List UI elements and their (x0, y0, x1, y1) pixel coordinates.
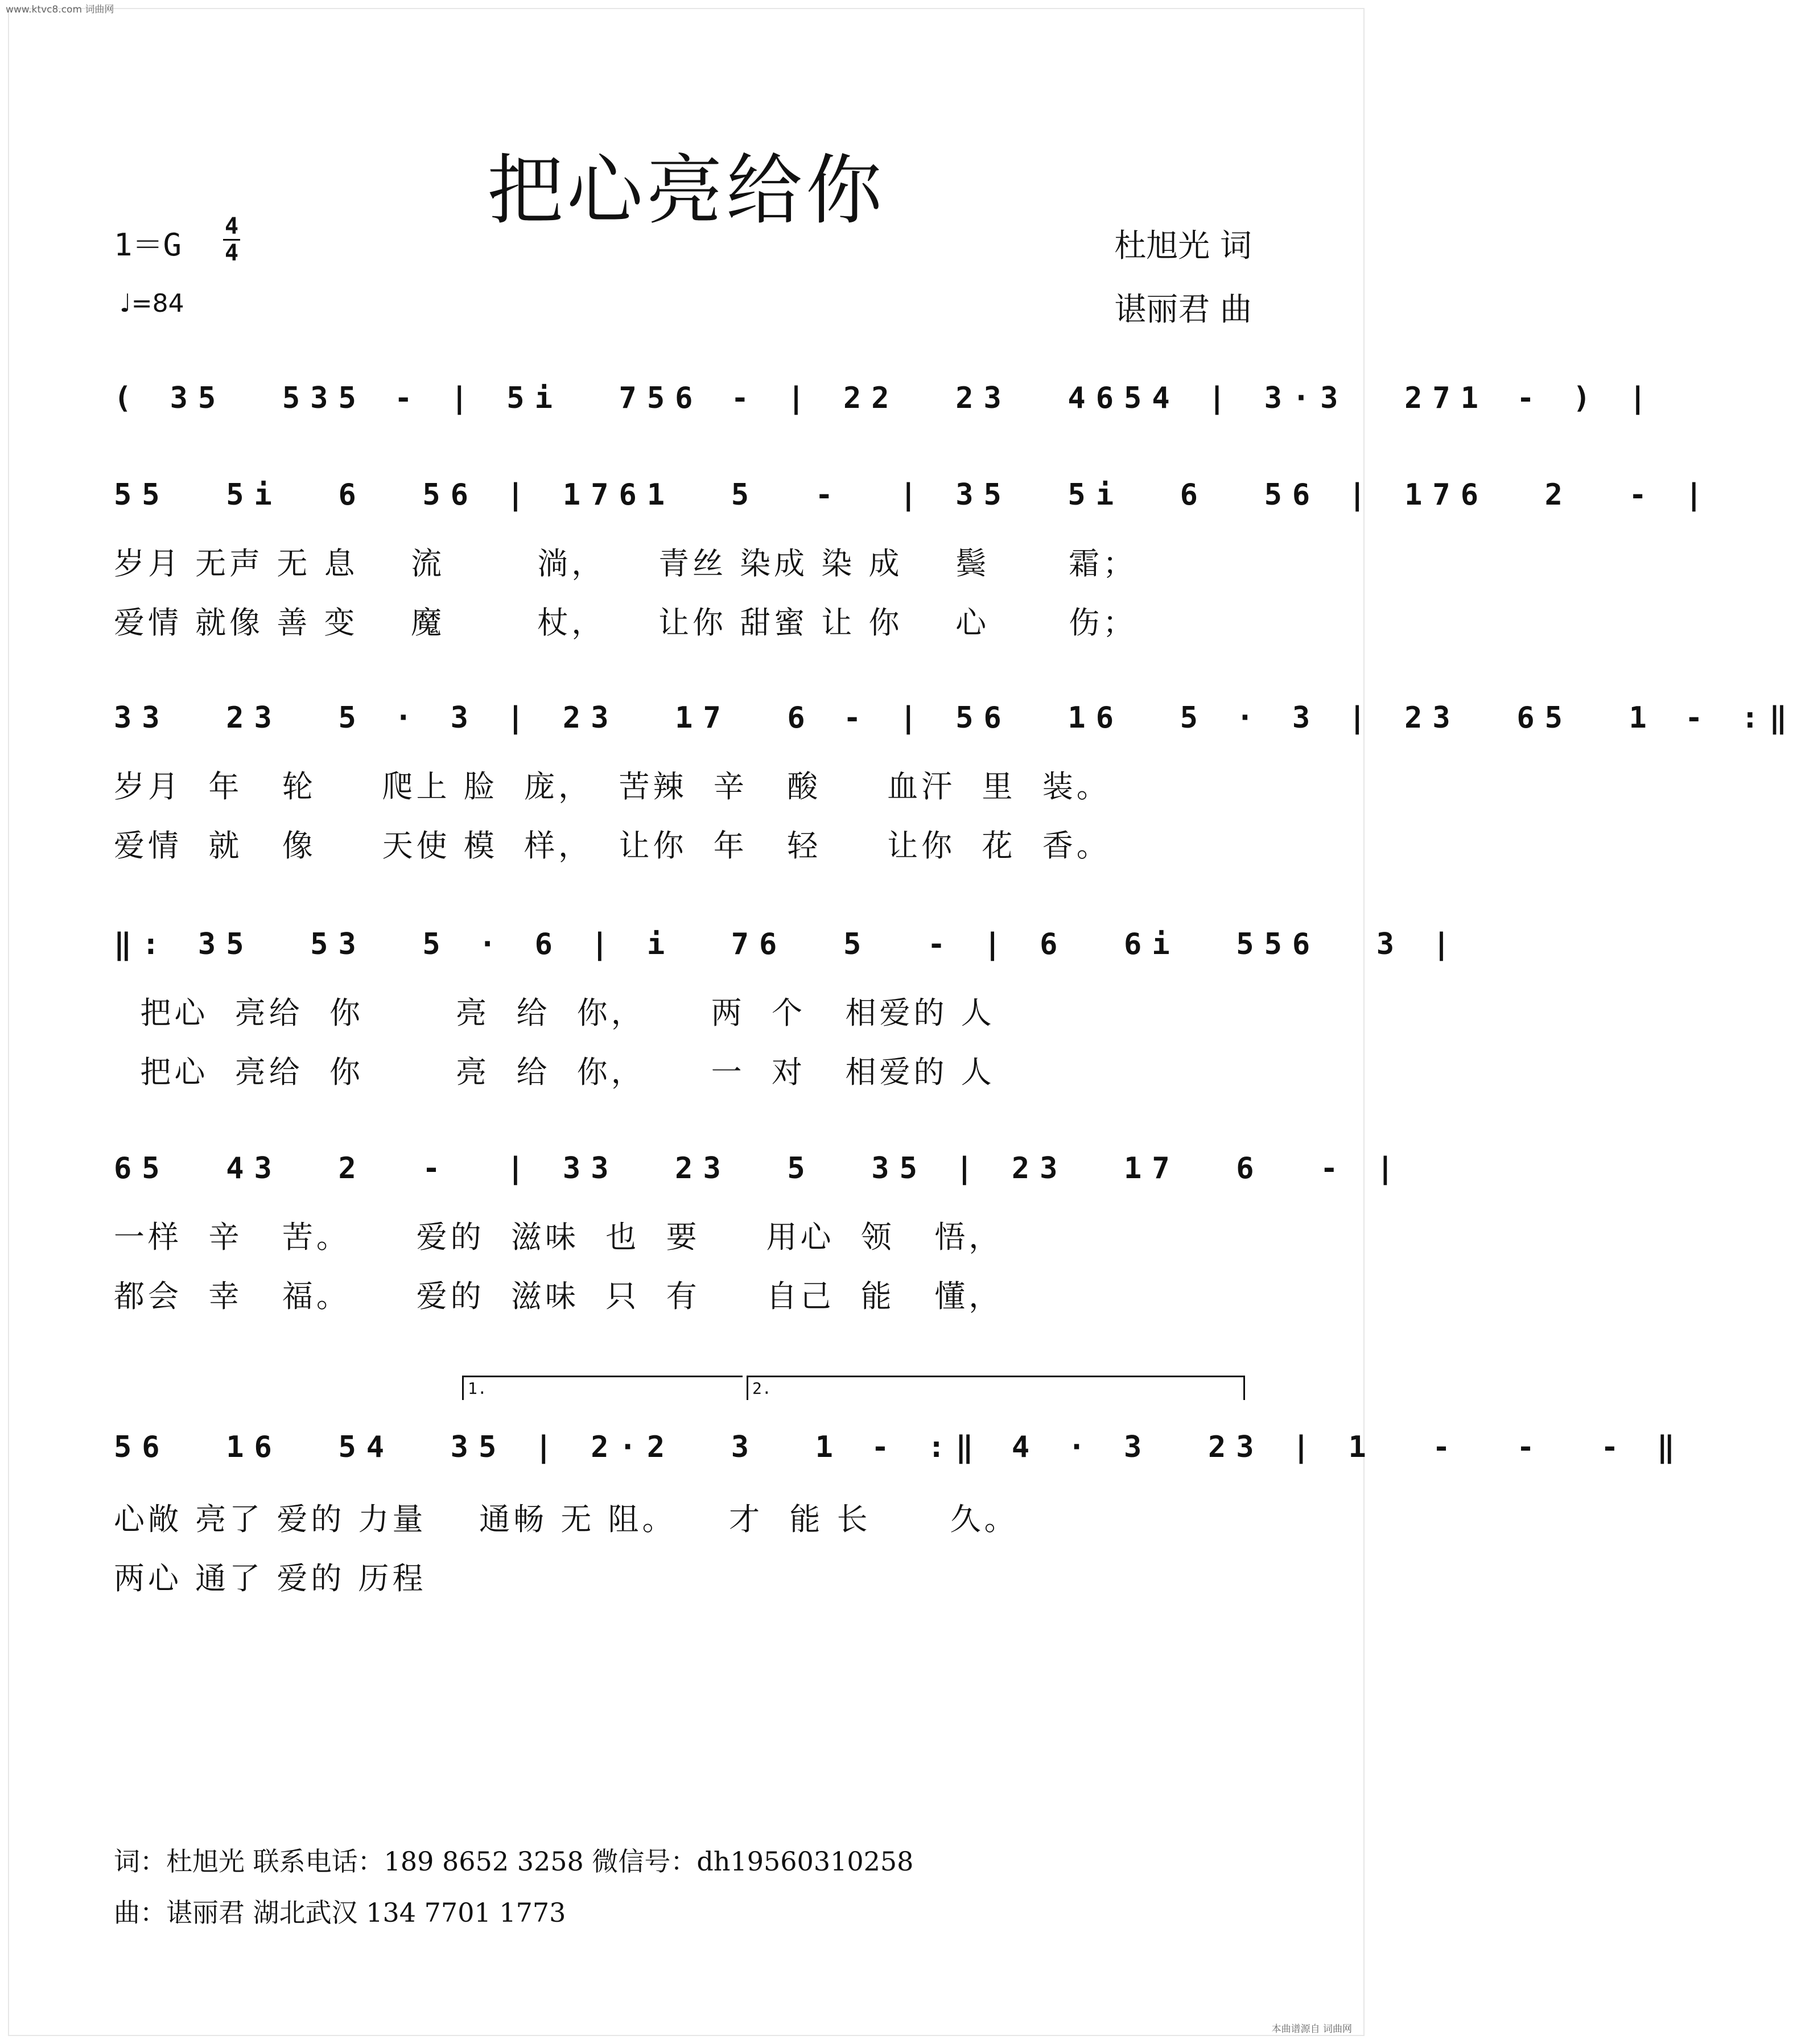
volta-bracket-1 (462, 1376, 743, 1400)
footer-lyricist-contact: 词：杜旭光 联系电话：189 8652 3258 微信号：dh19560310258 (114, 1846, 914, 1877)
lyric-verse-1: 把心 亮给 你 亮 给 你， 两 个 相爱的 人 (114, 995, 995, 1031)
volta-label-2: 2. (752, 1379, 772, 1398)
lyric-verse-1: 心敞 亮了 爱的 力量 通畅 无 阻。 才 能 长 久。 (114, 1501, 1019, 1537)
lyricist-credit: 杜旭光 词 (1114, 228, 1252, 265)
notes-row: ( 35 535 - | 5i 756 - | 22 23 4654 | 3·3 271 - ) | (114, 381, 1657, 415)
lyric-verse-1: 一样 辛 苦。 爱的 滋味 也 要 用心 领 悟， (114, 1219, 1003, 1255)
lyric-verse-1: 岁月 年 轮 爬上 脸 庞， 苦辣 辛 酸 血汗 里 装。 (114, 769, 1111, 804)
lyric-verse-2: 把心 亮给 你 亮 给 你， 一 对 相爱的 人 (114, 1054, 995, 1090)
song-title: 把心亮给你 (487, 146, 885, 235)
site-watermark-bottom: 本曲谱源自 词曲网 (1271, 2024, 1352, 2035)
notes-row: ‖: 35 53 5 · 6 | i 76 5 - | 6 6i 556 3 | (114, 927, 1461, 961)
notes-row: 65 43 2 - | 33 23 5 35 | 23 17 6 - | (114, 1151, 1405, 1186)
notes-row: 55 5i 6 56 | 1761 5 - | 35 5i 6 56 | 176 2 - | (114, 478, 1713, 512)
volta-bracket-2 (747, 1376, 1245, 1400)
key-signature: 1＝G (114, 227, 182, 263)
tempo-marking: ♩=84 (119, 289, 184, 318)
composer-credit: 谌丽君 曲 (1114, 291, 1252, 328)
time-signature-bottom: 4 (224, 240, 239, 266)
volta-label-1: 1. (468, 1379, 487, 1398)
time-signature (223, 215, 240, 265)
lyric-verse-1: 岁月 无声 无 息 流 淌， 青丝 染成 染 成 鬓 霜； (114, 546, 1137, 581)
lyric-verse-2: 都会 幸 福。 爱的 滋味 只 有 自己 能 懂， (114, 1278, 1003, 1314)
footer-composer-contact: 曲：谌丽君 湖北武汉 134 7701 1773 (114, 1897, 566, 1928)
lyric-verse-2: 爱情 就像 善 变 魔 杖， 让你 甜蜜 让 你 心 伤； (114, 605, 1137, 641)
lyric-verse-2: 爱情 就 像 天使 模 样， 让你 年 轻 让你 花 香。 (114, 828, 1111, 864)
notes-row: 33 23 5 · 3 | 23 17 6 - | 56 16 5 · 3 | 23 65 1 - :‖ (114, 701, 1797, 735)
time-signature-top: 4 (224, 213, 239, 240)
notes-row: 56 16 54 35 | 2·2 3 1 - :‖ 4 · 3 23 | 1 - - - ‖ (114, 1430, 1685, 1464)
site-watermark-top: www.ktvc8.com 词曲网 (6, 4, 114, 15)
lyric-verse-2: 两心 通了 爱的 历程 (114, 1560, 427, 1596)
